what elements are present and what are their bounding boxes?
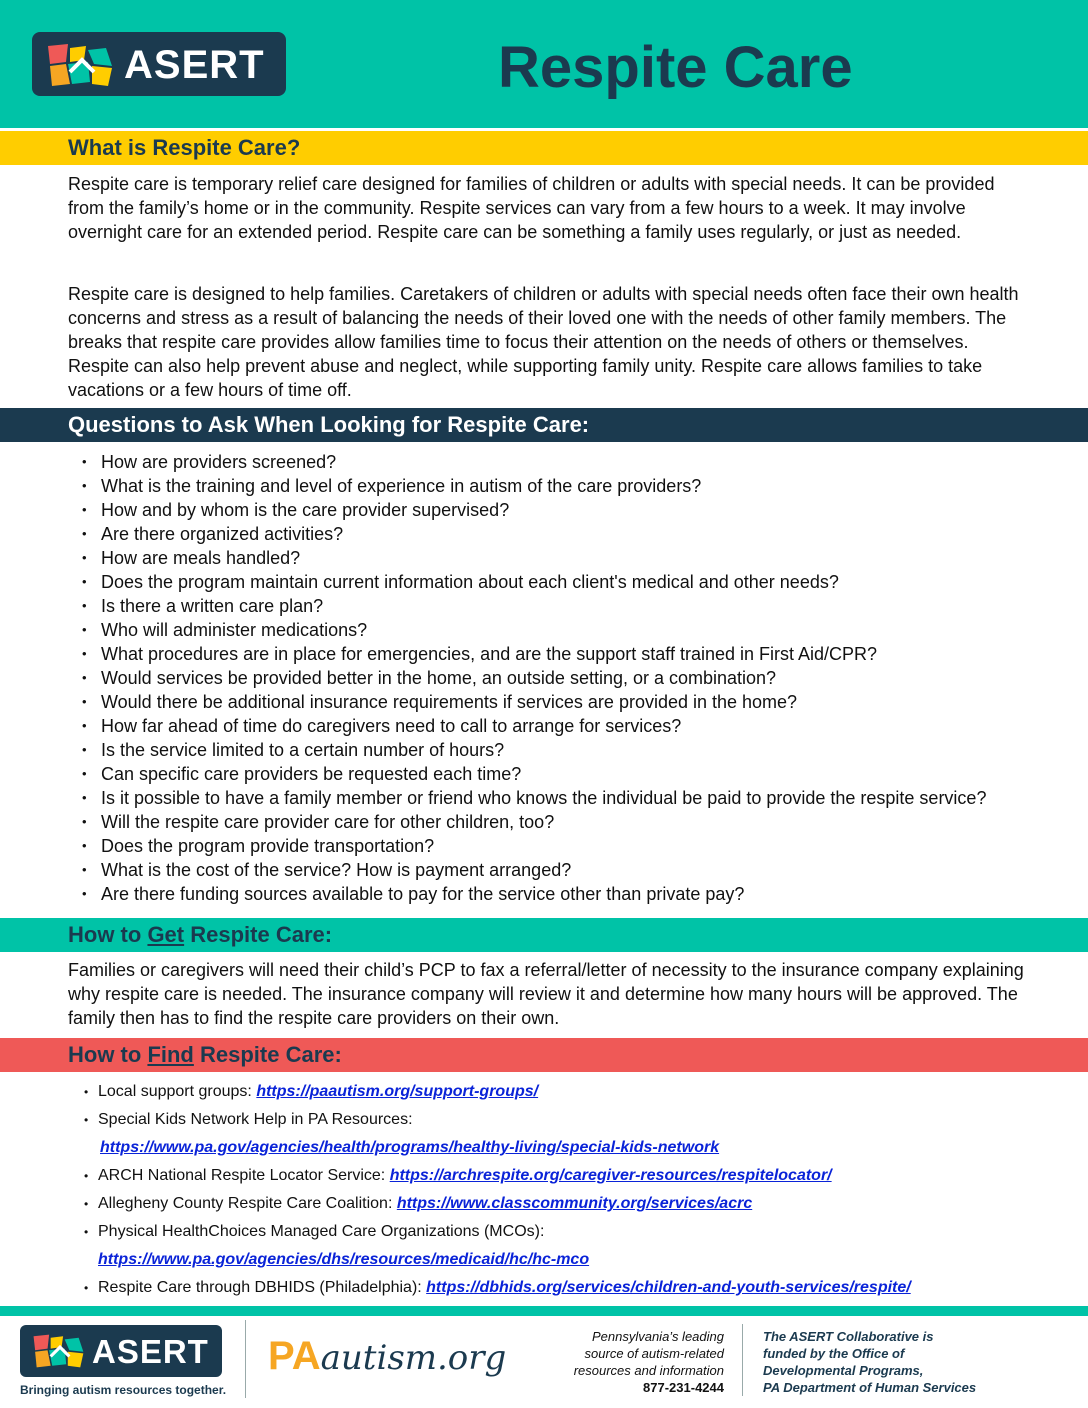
resource-link[interactable]: https://paautism.org/support-groups/ bbox=[256, 1083, 539, 1100]
footer-description-line: source of autism-related bbox=[584, 1346, 724, 1361]
question-item: • Is there a written care plan? bbox=[68, 594, 1078, 618]
footer-phone: 877-231-4244 bbox=[643, 1380, 724, 1395]
paautism-logo-pa: PA bbox=[268, 1334, 321, 1378]
paragraph-what-2: Respite care is designed to help families. Caretakers of children or adults with special needs often face their own health concerns and stress as a result of balancing the needs of their loved one with the needs of other family members. The breaks that respite care provides allow families time to focus their attention on the needs of others or themselves. Respite can also help prevent abuse and neglect, while supporting family unity. Respite care allows families to take vacations or a few hours of time off. bbox=[68, 284, 1019, 400]
section-heading-find bbox=[0, 1038, 1088, 1072]
question-item: • What procedures are in place for emergencies, and are the support staff trained in First Aid/CPR? bbox=[68, 642, 1078, 666]
list-item bbox=[84, 1166, 832, 1186]
question-item: • Who will administer medications? bbox=[68, 618, 1078, 642]
footer-description-line: Pennsylvania’s leading bbox=[591, 1329, 724, 1344]
resource-label: Special Kids Network Help in PA Resources: bbox=[98, 1111, 413, 1128]
heading-find-post: Respite Care: bbox=[193, 1042, 342, 1067]
footer-funding-line: PA Department of Human Services bbox=[763, 1380, 977, 1395]
paragraph-get: Families or caregivers will need their child’s PCP to fax a referral/letter of necessity to the insurance company explaining why respite care is needed. The insurance company will review it and determine how many hours will be approved. The family then has to find the respite care providers on their own. bbox=[68, 960, 1024, 1028]
section-heading-get bbox=[0, 918, 1088, 952]
page-title: Respite Care bbox=[498, 35, 853, 100]
footer-funding-line: Developmental Programs, bbox=[763, 1363, 924, 1378]
heading-get-post: Respite Care: bbox=[184, 922, 333, 947]
bullet: • bbox=[84, 1281, 89, 1295]
header-banner bbox=[0, 0, 1088, 128]
question-item: • Would there be additional insurance requirements if services are provided in the home? bbox=[68, 690, 1078, 714]
question-item: • Are there organized activities? bbox=[68, 522, 1078, 546]
bullet: • bbox=[84, 1085, 89, 1099]
bullet: • bbox=[84, 1113, 89, 1127]
list-item bbox=[84, 1082, 539, 1102]
resource-link[interactable]: https://dbhids.org/services/children-and-youth-services/respite/ bbox=[426, 1279, 911, 1296]
heading-get-underlined: Get bbox=[147, 922, 185, 947]
resource-link[interactable]: https://www.pa.gov/agencies/dhs/resources/medicaid/hc/hc-mco bbox=[98, 1251, 590, 1268]
bullet: • bbox=[84, 1169, 89, 1183]
question-item: • Does the program maintain current information about each client's medical and other needs? bbox=[68, 570, 1078, 594]
list-item bbox=[84, 1278, 911, 1298]
resource-label: ARCH National Respite Locator Service: bbox=[98, 1167, 390, 1184]
paragraph-what-1: Respite care is temporary relief care designed for families of children or adults with special needs. It can be provided from the family’s home or in the community. Respite services can vary from a few hours to a week. It may involve overnight care for an extended period. Respite care can be something a family uses regularly, or just as needed. bbox=[68, 174, 995, 242]
bullet: • bbox=[84, 1225, 89, 1239]
question-item: • Can specific care providers be requested each time? bbox=[68, 762, 1078, 786]
logo-text: ASERT bbox=[124, 43, 265, 87]
heading-get-pre: How to bbox=[68, 922, 148, 947]
list-item bbox=[84, 1194, 753, 1214]
asert-mosaic-icon bbox=[46, 42, 118, 88]
resource-label: Respite Care through DBHIDS (Philadelphia): bbox=[98, 1279, 427, 1296]
footer-logo-text: ASERT bbox=[92, 1333, 209, 1370]
question-item: • Is it possible to have a family member or friend who knows the individual be paid to provide the respite service? bbox=[68, 786, 1078, 810]
footer-asert-logo bbox=[20, 1325, 222, 1377]
list-item bbox=[98, 1250, 589, 1270]
footer-description bbox=[574, 1328, 724, 1396]
question-item: • What is the training and level of experience in autism of the care providers? bbox=[68, 474, 1078, 498]
footer-funding-note bbox=[763, 1328, 976, 1396]
paautism-logo-autism: autism.org bbox=[320, 1338, 507, 1378]
resource-link[interactable]: https://archrespite.org/caregiver-resources/respitelocator/ bbox=[389, 1167, 832, 1184]
paautism-logo bbox=[268, 1334, 506, 1379]
resource-label: Allegheny County Respite Care Coalition: bbox=[98, 1195, 397, 1212]
question-item: • How are providers screened? bbox=[68, 450, 1078, 474]
resource-label: Local support groups: bbox=[98, 1083, 257, 1100]
footer-separator bbox=[742, 1324, 743, 1396]
resource-link[interactable]: https://www.classcommunity.org/services/acrc bbox=[396, 1195, 753, 1212]
list-item bbox=[84, 1222, 545, 1242]
question-item: • Would services be provided better in the home, an outside setting, or a combination? bbox=[68, 666, 1078, 690]
bullet: • bbox=[84, 1197, 89, 1211]
question-item: • Are there funding sources available to pay for the service other than private pay? bbox=[68, 882, 1078, 906]
heading-find-underlined: Find bbox=[147, 1042, 194, 1067]
list-item bbox=[84, 1110, 413, 1130]
footer-divider bbox=[0, 1306, 1088, 1316]
footer-funding-line: The ASERT Collaborative is bbox=[763, 1329, 934, 1344]
resource-label: Physical HealthChoices Managed Care Organizations (MCOs): bbox=[98, 1223, 545, 1240]
question-item: • Will the respite care provider care for other children, too? bbox=[68, 810, 1078, 834]
footer-description-line: resources and information bbox=[573, 1363, 724, 1378]
list-item bbox=[100, 1138, 719, 1158]
section-heading-questions: Questions to Ask When Looking for Respite Care: bbox=[0, 408, 1088, 442]
question-item: • How and by whom is the care provider supervised? bbox=[68, 498, 1078, 522]
resource-link[interactable]: https://www.pa.gov/agencies/health/programs/healthy-living/special-kids-network bbox=[100, 1139, 720, 1156]
heading-find-pre: How to bbox=[68, 1042, 148, 1067]
asert-logo bbox=[32, 32, 286, 96]
asert-mosaic-icon bbox=[32, 1333, 88, 1369]
section-heading-what: What is Respite Care? bbox=[0, 131, 1088, 165]
footer-tagline: Bringing autism resources together. bbox=[20, 1383, 227, 1397]
footer-separator bbox=[245, 1320, 246, 1398]
question-item: • How are meals handled? bbox=[68, 546, 1078, 570]
questions-list bbox=[68, 450, 1078, 906]
question-item: • How far ahead of time do caregivers need to call to arrange for services? bbox=[68, 714, 1078, 738]
question-item: • What is the cost of the service? How is payment arranged? bbox=[68, 858, 1078, 882]
question-item: • Is the service limited to a certain number of hours? bbox=[68, 738, 1078, 762]
question-item: • Does the program provide transportation? bbox=[68, 834, 1078, 858]
footer-funding-line: funded by the Office of bbox=[763, 1346, 905, 1361]
